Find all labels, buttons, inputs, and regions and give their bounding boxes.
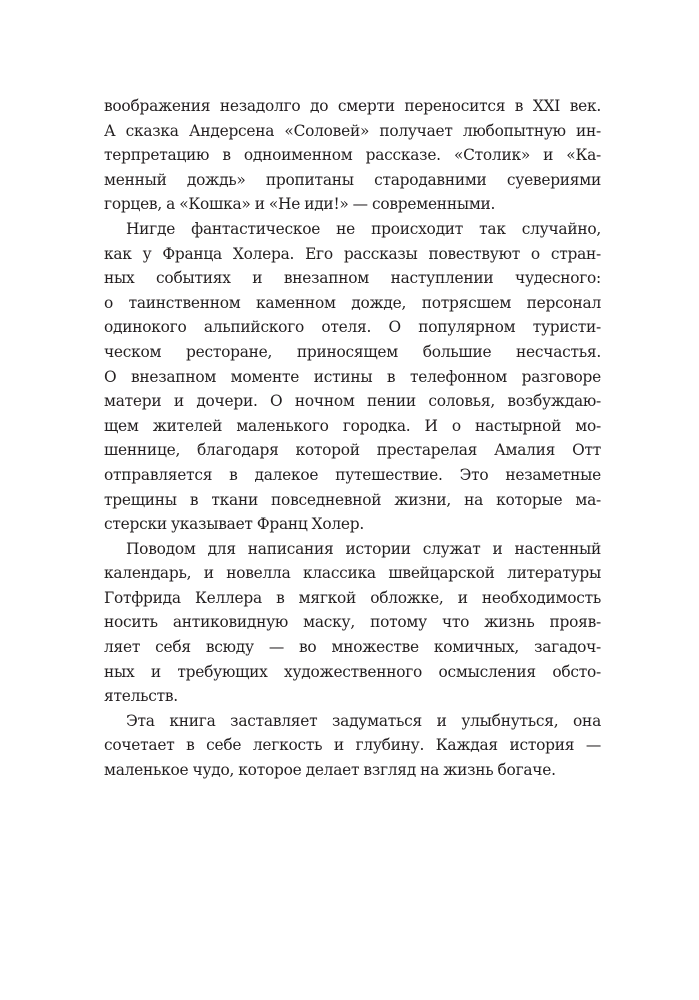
text-line: Эта книга заставляет задуматься и улыбнуться, она (126, 711, 601, 730)
paragraph-4 (104, 709, 601, 783)
text-line: Поводом для написания истории служат и настенный (126, 539, 601, 558)
text-line: шеннице, благодаря которой престарелая Амалия Отт (104, 441, 601, 460)
text-line: А сказка Андерсена «Соловей» получает любопытную ин- (104, 121, 601, 140)
page-text (104, 94, 601, 783)
text-line: менный дождь» пропитаны стародавними суевериями (104, 170, 601, 189)
text-line: ных событиях и внезапном наступлении чудесного: (104, 269, 601, 288)
text-line: ляет себя всюду — во множестве комичных, загадоч- (104, 638, 601, 657)
text-line: ятельств. (104, 687, 178, 706)
text-line: сочетает в себе легкость и глубину. Каждая история — (104, 736, 601, 755)
paragraph-3 (104, 537, 601, 709)
text-line: одинокого альпийского отеля. О популярном туристи- (104, 318, 601, 337)
text-line: ческом ресторане, приносящем большие несчастья. (104, 342, 601, 361)
text-line: щем жителей маленького городка. И о настырной мо- (104, 416, 601, 435)
text-line: трещины в ткани повседневной жизни, на которые ма- (104, 490, 601, 509)
paragraph-1 (104, 94, 601, 217)
text-line: как у Франца Холера. Его рассказы повествуют о стран- (104, 244, 601, 263)
text-line: носить антиковидную маску, потому что жизнь прояв- (104, 613, 601, 632)
text-line: матери и дочери. О ночном пении соловья, возбуждаю- (104, 392, 601, 411)
text-line: маленькое чудо, которое делает взгляд на жизнь богаче. (104, 761, 556, 780)
text-line: календарь, и новелла классика швейцарской литературы (104, 564, 601, 583)
text-line: О внезапном моменте истины в телефонном разговоре (104, 367, 601, 386)
paragraph-2 (104, 217, 601, 537)
text-line: Нигде фантастическое не происходит так случайно, (126, 219, 601, 238)
text-line: отправляется в далекое путешествие. Это незаметные (104, 465, 601, 484)
text-line: ных и требующих художественного осмысления обсто- (104, 662, 601, 681)
text-line: о таинственном каменном дожде, потрясшем персонал (104, 293, 601, 312)
text-line: терпретацию в одноименном рассказе. «Столик» и «Ка- (104, 146, 601, 165)
text-line: Готфрида Келлера в мягкой обложке, и необходимость (104, 588, 601, 607)
text-line: воображения незадолго до смерти переносится в XXI век. (104, 97, 601, 115)
text-line: стерски указывает Франц Холер. (104, 515, 365, 534)
text-line: горцев, а «Кошка» и «Не иди!» — современными. (104, 195, 496, 214)
